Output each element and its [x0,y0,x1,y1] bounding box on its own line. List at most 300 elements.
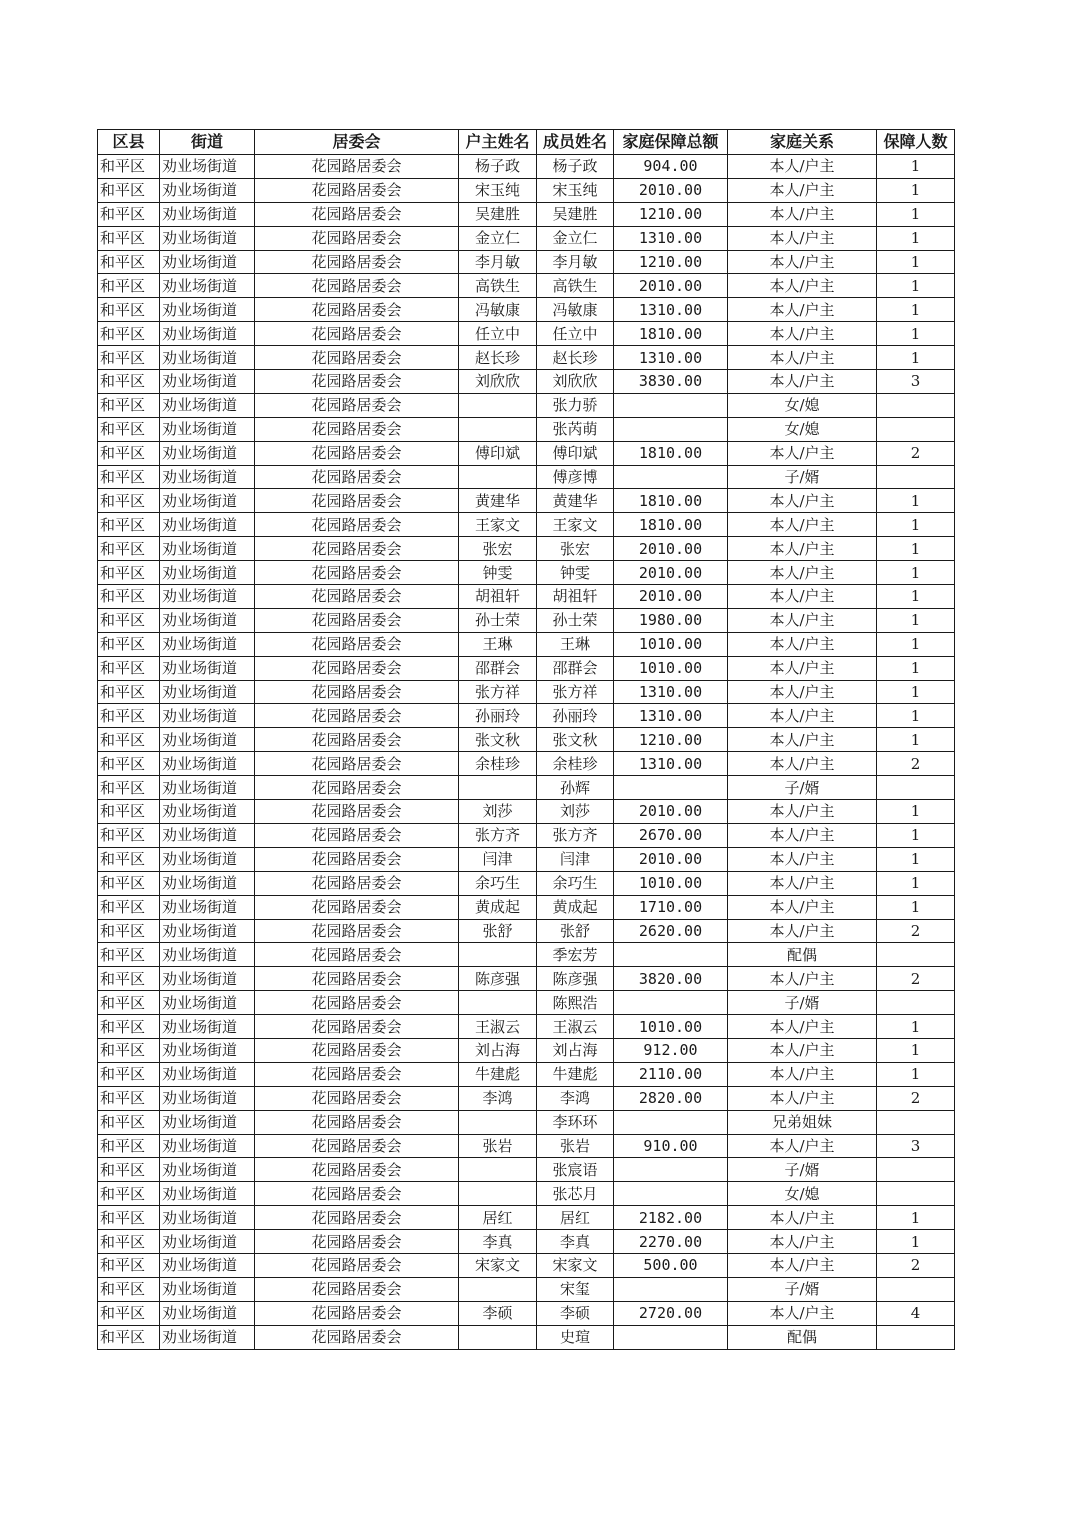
cell-relationship: 本人/户主 [728,967,877,991]
header-covered-count: 保障人数 [877,130,955,155]
cell-district: 和平区 [98,847,160,871]
cell-relationship: 本人/户主 [728,370,877,394]
cell-total-amount: 1310.00 [614,298,728,322]
cell-street: 劝业场街道 [160,489,255,513]
table-row [98,1206,955,1230]
cell-householder-name [459,991,537,1015]
cell-street: 劝业场街道 [160,895,255,919]
cell-committee: 花园路居委会 [255,656,459,680]
table-row [98,489,955,513]
cell-committee: 花园路居委会 [255,537,459,561]
cell-street: 劝业场街道 [160,513,255,537]
cell-street: 劝业场街道 [160,226,255,250]
cell-total-amount: 2010.00 [614,800,728,824]
cell-relationship: 本人/户主 [728,202,877,226]
table-row [98,1110,955,1134]
cell-member-name: 邵群会 [537,656,614,680]
cell-householder-name: 李真 [459,1230,537,1254]
cell-member-name: 冯敏康 [537,298,614,322]
table-row [98,1301,955,1325]
cell-district: 和平区 [98,1110,160,1134]
cell-covered-count: 1 [877,346,955,370]
cell-street: 劝业场街道 [160,800,255,824]
cell-relationship: 本人/户主 [728,728,877,752]
header-householder-name: 户主姓名 [459,130,537,155]
cell-relationship: 本人/户主 [728,847,877,871]
cell-member-name: 余巧生 [537,871,614,895]
cell-total-amount: 1210.00 [614,728,728,752]
cell-street: 劝业场街道 [160,1134,255,1158]
cell-householder-name: 金立仁 [459,226,537,250]
cell-relationship: 本人/户主 [728,1062,877,1086]
cell-street: 劝业场街道 [160,752,255,776]
cell-street: 劝业场街道 [160,728,255,752]
table-row [98,178,955,202]
cell-relationship: 本人/户主 [728,250,877,274]
table-row [98,847,955,871]
cell-householder-name: 李硕 [459,1301,537,1325]
cell-committee: 花园路居委会 [255,680,459,704]
cell-district: 和平区 [98,274,160,298]
cell-street: 劝业场街道 [160,776,255,800]
cell-committee: 花园路居委会 [255,991,459,1015]
cell-street: 劝业场街道 [160,1086,255,1110]
cell-householder-name: 张方齐 [459,823,537,847]
cell-householder-name: 闫津 [459,847,537,871]
cell-committee: 花园路居委会 [255,776,459,800]
cell-total-amount: 2670.00 [614,823,728,847]
cell-member-name: 孙士荣 [537,608,614,632]
cell-total-amount [614,943,728,967]
cell-street: 劝业场街道 [160,991,255,1015]
cell-district: 和平区 [98,919,160,943]
cell-street: 劝业场街道 [160,919,255,943]
cell-householder-name [459,1277,537,1301]
cell-member-name: 张岩 [537,1134,614,1158]
cell-total-amount: 1980.00 [614,608,728,632]
cell-total-amount: 1310.00 [614,704,728,728]
cell-member-name: 张力骄 [537,393,614,417]
cell-member-name: 胡祖轩 [537,585,614,609]
cell-covered-count [877,393,955,417]
cell-street: 劝业场街道 [160,202,255,226]
cell-householder-name [459,1158,537,1182]
cell-covered-count [877,417,955,441]
cell-street: 劝业场街道 [160,943,255,967]
cell-street: 劝业场街道 [160,250,255,274]
cell-householder-name: 李月敏 [459,250,537,274]
cell-total-amount [614,1110,728,1134]
cell-total-amount: 1710.00 [614,895,728,919]
cell-total-amount: 1210.00 [614,250,728,274]
header-committee: 居委会 [255,130,459,155]
cell-householder-name: 牛建彪 [459,1062,537,1086]
cell-committee: 花园路居委会 [255,1062,459,1086]
table-row [98,537,955,561]
cell-relationship: 本人/户主 [728,155,877,179]
cell-householder-name: 赵长珍 [459,346,537,370]
cell-relationship: 本人/户主 [728,1206,877,1230]
table-row [98,513,955,537]
cell-street: 劝业场街道 [160,1301,255,1325]
cell-householder-name: 邵群会 [459,656,537,680]
cell-committee: 花园路居委会 [255,823,459,847]
cell-district: 和平区 [98,632,160,656]
cell-committee: 花园路居委会 [255,943,459,967]
cell-committee: 花园路居委会 [255,1301,459,1325]
cell-relationship: 本人/户主 [728,871,877,895]
cell-relationship: 本人/户主 [728,632,877,656]
cell-street: 劝业场街道 [160,1325,255,1349]
cell-district: 和平区 [98,943,160,967]
cell-member-name: 孙辉 [537,776,614,800]
cell-street: 劝业场街道 [160,561,255,585]
cell-total-amount: 500.00 [614,1253,728,1277]
header-relationship: 家庭关系 [728,130,877,155]
cell-committee: 花园路居委会 [255,1086,459,1110]
cell-total-amount: 1010.00 [614,632,728,656]
table-row [98,991,955,1015]
cell-district: 和平区 [98,656,160,680]
cell-committee: 花园路居委会 [255,967,459,991]
cell-district: 和平区 [98,1038,160,1062]
cell-relationship: 子/婿 [728,465,877,489]
cell-district: 和平区 [98,226,160,250]
cell-relationship: 本人/户主 [728,274,877,298]
table-row [98,1253,955,1277]
cell-householder-name: 吴建胜 [459,202,537,226]
cell-member-name: 张方齐 [537,823,614,847]
cell-member-name: 王淑云 [537,1015,614,1039]
cell-relationship: 本人/户主 [728,537,877,561]
cell-covered-count [877,465,955,489]
cell-relationship: 子/婿 [728,991,877,1015]
cell-total-amount [614,1182,728,1206]
cell-total-amount: 2010.00 [614,537,728,561]
cell-total-amount [614,417,728,441]
cell-district: 和平区 [98,346,160,370]
cell-relationship: 本人/户主 [728,823,877,847]
cell-committee: 花园路居委会 [255,298,459,322]
cell-covered-count [877,1182,955,1206]
cell-committee: 花园路居委会 [255,1182,459,1206]
cell-member-name: 史瑄 [537,1325,614,1349]
cell-committee: 花园路居委会 [255,465,459,489]
cell-street: 劝业场街道 [160,1158,255,1182]
cell-street: 劝业场街道 [160,1277,255,1301]
cell-street: 劝业场街道 [160,417,255,441]
cell-committee: 花园路居委会 [255,919,459,943]
cell-member-name: 钟雯 [537,561,614,585]
cell-district: 和平区 [98,393,160,417]
cell-covered-count [877,1325,955,1349]
cell-district: 和平区 [98,608,160,632]
table-row [98,346,955,370]
cell-member-name: 高铁生 [537,274,614,298]
cell-member-name: 王琳 [537,632,614,656]
cell-householder-name [459,776,537,800]
cell-relationship: 本人/户主 [728,608,877,632]
cell-committee: 花园路居委会 [255,441,459,465]
cell-total-amount [614,1325,728,1349]
cell-covered-count: 1 [877,155,955,179]
cell-householder-name: 傅印斌 [459,441,537,465]
cell-member-name: 黄建华 [537,489,614,513]
cell-member-name: 宋玉纯 [537,178,614,202]
cell-covered-count: 3 [877,370,955,394]
table-row [98,1086,955,1110]
table-row [98,1134,955,1158]
cell-relationship: 兄弟姐妹 [728,1110,877,1134]
cell-district: 和平区 [98,728,160,752]
cell-covered-count: 2 [877,752,955,776]
cell-district: 和平区 [98,895,160,919]
cell-householder-name: 张方祥 [459,680,537,704]
cell-total-amount: 2010.00 [614,585,728,609]
cell-district: 和平区 [98,250,160,274]
cell-total-amount: 1010.00 [614,871,728,895]
cell-covered-count: 1 [877,202,955,226]
cell-street: 劝业场街道 [160,393,255,417]
cell-relationship: 子/婿 [728,776,877,800]
cell-total-amount: 1010.00 [614,656,728,680]
cell-district: 和平区 [98,1182,160,1206]
cell-householder-name: 陈彦强 [459,967,537,991]
cell-covered-count: 1 [877,895,955,919]
cell-householder-name: 高铁生 [459,274,537,298]
table-row [98,967,955,991]
cell-district: 和平区 [98,991,160,1015]
cell-committee: 花园路居委会 [255,871,459,895]
table-row [98,274,955,298]
table-row [98,776,955,800]
header-total-amount: 家庭保障总额 [614,130,728,155]
cell-member-name: 张宸语 [537,1158,614,1182]
cell-district: 和平区 [98,465,160,489]
cell-member-name: 李真 [537,1230,614,1254]
table-row [98,800,955,824]
cell-householder-name: 钟雯 [459,561,537,585]
cell-committee: 花园路居委会 [255,728,459,752]
cell-total-amount [614,465,728,489]
cell-householder-name [459,1110,537,1134]
cell-relationship: 本人/户主 [728,561,877,585]
cell-street: 劝业场街道 [160,656,255,680]
cell-covered-count: 1 [877,847,955,871]
cell-relationship: 本人/户主 [728,1015,877,1039]
cell-relationship: 本人/户主 [728,585,877,609]
table-row [98,1015,955,1039]
cell-member-name: 张芮萌 [537,417,614,441]
cell-covered-count: 1 [877,656,955,680]
cell-total-amount: 1310.00 [614,680,728,704]
cell-committee: 花园路居委会 [255,513,459,537]
cell-street: 劝业场街道 [160,155,255,179]
cell-covered-count [877,1277,955,1301]
cell-total-amount: 1010.00 [614,1015,728,1039]
cell-committee: 花园路居委会 [255,178,459,202]
cell-member-name: 李环环 [537,1110,614,1134]
cell-total-amount: 3820.00 [614,967,728,991]
table-row [98,871,955,895]
cell-member-name: 张宏 [537,537,614,561]
cell-member-name: 刘占海 [537,1038,614,1062]
cell-member-name: 傅印斌 [537,441,614,465]
table-row [98,752,955,776]
cell-district: 和平区 [98,178,160,202]
cell-covered-count: 1 [877,489,955,513]
cell-street: 劝业场街道 [160,322,255,346]
cell-member-name: 陈熙浩 [537,991,614,1015]
table-row [98,608,955,632]
cell-covered-count: 1 [877,608,955,632]
cell-relationship: 配偶 [728,1325,877,1349]
cell-street: 劝业场街道 [160,298,255,322]
table-row [98,704,955,728]
cell-committee: 花园路居委会 [255,847,459,871]
cell-street: 劝业场街道 [160,1015,255,1039]
cell-committee: 花园路居委会 [255,752,459,776]
cell-householder-name [459,1325,537,1349]
cell-district: 和平区 [98,800,160,824]
table-row [98,250,955,274]
cell-district: 和平区 [98,680,160,704]
cell-member-name: 杨子政 [537,155,614,179]
cell-relationship: 本人/户主 [728,1134,877,1158]
table-row [98,417,955,441]
cell-member-name: 李鸿 [537,1086,614,1110]
cell-committee: 花园路居委会 [255,1134,459,1158]
cell-committee: 花园路居委会 [255,800,459,824]
cell-relationship: 本人/户主 [728,1301,877,1325]
cell-total-amount: 1810.00 [614,513,728,537]
household-support-table [97,129,955,1350]
table-row [98,1062,955,1086]
cell-covered-count: 1 [877,1015,955,1039]
cell-covered-count: 1 [877,800,955,824]
cell-relationship: 女/媳 [728,417,877,441]
cell-member-name: 金立仁 [537,226,614,250]
cell-householder-name: 刘莎 [459,800,537,824]
table-row [98,632,955,656]
cell-relationship: 本人/户主 [728,752,877,776]
cell-householder-name: 刘占海 [459,1038,537,1062]
cell-street: 劝业场街道 [160,967,255,991]
table-row [98,561,955,585]
cell-householder-name: 黄成起 [459,895,537,919]
cell-street: 劝业场街道 [160,632,255,656]
cell-householder-name: 孙士荣 [459,608,537,632]
spreadsheet-page [97,129,955,1350]
cell-total-amount [614,1277,728,1301]
cell-committee: 花园路居委会 [255,1038,459,1062]
header-district: 区县 [98,130,160,155]
cell-covered-count: 1 [877,680,955,704]
cell-total-amount [614,776,728,800]
cell-committee: 花园路居委会 [255,155,459,179]
cell-district: 和平区 [98,489,160,513]
cell-total-amount [614,991,728,1015]
table-body [98,155,955,1350]
cell-street: 劝业场街道 [160,680,255,704]
cell-total-amount: 1810.00 [614,322,728,346]
cell-total-amount: 2182.00 [614,1206,728,1230]
cell-householder-name [459,943,537,967]
cell-total-amount: 1310.00 [614,226,728,250]
cell-street: 劝业场街道 [160,1253,255,1277]
cell-member-name: 黄成起 [537,895,614,919]
cell-householder-name: 宋家文 [459,1253,537,1277]
cell-committee: 花园路居委会 [255,226,459,250]
table-row [98,728,955,752]
cell-district: 和平区 [98,298,160,322]
cell-street: 劝业场街道 [160,370,255,394]
cell-member-name: 刘莎 [537,800,614,824]
cell-relationship: 本人/户主 [728,322,877,346]
cell-householder-name: 余桂珍 [459,752,537,776]
cell-committee: 花园路居委会 [255,561,459,585]
cell-covered-count [877,776,955,800]
cell-member-name: 傅彦博 [537,465,614,489]
cell-street: 劝业场街道 [160,274,255,298]
cell-relationship: 本人/户主 [728,704,877,728]
cell-covered-count: 1 [877,298,955,322]
cell-street: 劝业场街道 [160,537,255,561]
cell-committee: 花园路居委会 [255,1253,459,1277]
cell-total-amount: 1210.00 [614,202,728,226]
table-row [98,895,955,919]
cell-member-name: 宋家文 [537,1253,614,1277]
cell-relationship: 本人/户主 [728,800,877,824]
table-row [98,585,955,609]
cell-covered-count [877,1110,955,1134]
cell-covered-count: 2 [877,1253,955,1277]
cell-district: 和平区 [98,202,160,226]
cell-district: 和平区 [98,704,160,728]
header-member-name: 成员姓名 [537,130,614,155]
cell-committee: 花园路居委会 [255,489,459,513]
cell-member-name: 居红 [537,1206,614,1230]
cell-covered-count: 1 [877,1062,955,1086]
cell-total-amount [614,393,728,417]
table-row [98,1038,955,1062]
cell-householder-name: 孙丽玲 [459,704,537,728]
cell-householder-name: 张岩 [459,1134,537,1158]
table-row [98,226,955,250]
cell-covered-count: 1 [877,632,955,656]
cell-district: 和平区 [98,1325,160,1349]
cell-covered-count: 2 [877,919,955,943]
cell-covered-count: 4 [877,1301,955,1325]
table-row [98,393,955,417]
cell-district: 和平区 [98,871,160,895]
cell-committee: 花园路居委会 [255,632,459,656]
cell-total-amount: 2620.00 [614,919,728,943]
cell-householder-name: 张宏 [459,537,537,561]
cell-total-amount: 912.00 [614,1038,728,1062]
cell-relationship: 本人/户主 [728,346,877,370]
cell-district: 和平区 [98,155,160,179]
cell-member-name: 季宏芳 [537,943,614,967]
cell-householder-name [459,465,537,489]
cell-covered-count: 1 [877,274,955,298]
cell-covered-count: 2 [877,441,955,465]
cell-district: 和平区 [98,1086,160,1110]
cell-relationship: 本人/户主 [728,226,877,250]
cell-committee: 花园路居委会 [255,393,459,417]
table-row [98,465,955,489]
cell-district: 和平区 [98,1062,160,1086]
